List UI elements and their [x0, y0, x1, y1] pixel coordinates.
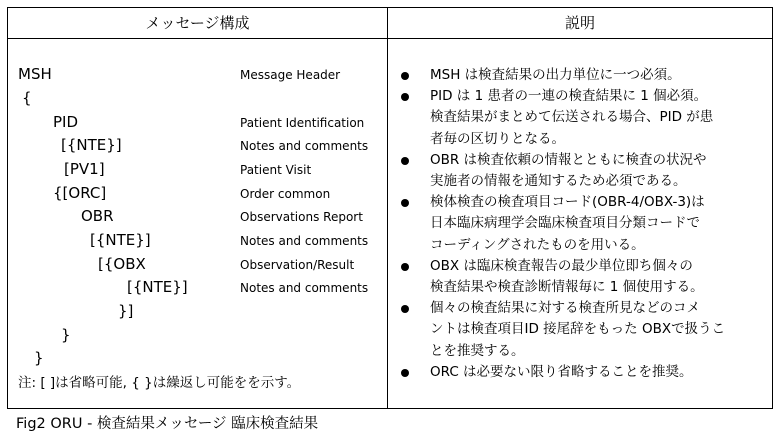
bullet-dot-icon [401, 369, 409, 377]
explanation-line: とを推奨する。 [430, 342, 525, 359]
bullet-dot-icon [401, 263, 409, 271]
explanation-line: 実施者の情報を通知するため必須である。 [430, 173, 687, 190]
explanation-line: 検査結果がまとめて伝送される場合、PID が患 [430, 109, 714, 126]
segment-msh-desc: Message Header [240, 68, 341, 82]
segment-pv1: [PV1] [64, 160, 105, 178]
explanation-line: MSH は検査結果の出力単位に一つ必須。 [430, 67, 681, 83]
segment-nte-2-desc: Notes and comments [240, 234, 369, 248]
segment-nte-3-desc: Notes and comments [240, 281, 369, 295]
figure-caption: Fig2 ORU - 検査結果メッセージ 臨床検査結果 [16, 416, 319, 432]
notation-note: 注: [ ]は省略可能, { }は繰返し可能をを示す。 [18, 375, 301, 391]
segment-nte-1-desc: Notes and comments [240, 139, 369, 153]
explanation-line: ントは検査項目ID 接尾辞をもった OBXで扱うこ [430, 321, 726, 338]
bullet-dot-icon [401, 93, 409, 101]
explanation-item [396, 86, 768, 150]
explanation-item [396, 298, 768, 362]
explanation-line: 検体検査の検査項目コード(OBR-4/OBX-3)は [430, 194, 705, 211]
explanation-line: OBR は検査依頼の情報とともに検査の状況や [430, 151, 707, 168]
segment-msh: MSH [18, 65, 52, 83]
explanation-line: OBX は臨床検査報告の最少単位即ち個々の [430, 257, 693, 274]
header-message-structure: メッセージ構成 [145, 14, 250, 32]
explanation-line: ORC は必要ない限り省略することを推奨。 [430, 363, 693, 380]
explanation-item [396, 256, 768, 298]
segment-nte-3: [{NTE}] [127, 278, 188, 296]
explanation-line: コーディングされたものを用いる。 [430, 236, 645, 253]
explanation-line: 個々の検査結果に対する検査所見などのコメ [430, 300, 700, 317]
brace-close-orc: } [61, 326, 71, 344]
segment-orc-desc: Order common [240, 187, 331, 201]
explanation-item [396, 362, 768, 383]
explanation-line: 日本臨床病理学会臨床検査項目分類コードで [430, 215, 700, 232]
bullet-dot-icon [401, 72, 409, 80]
segment-obr-desc: Observations Report [240, 210, 363, 224]
segment-pv1-desc: Patient Visit [240, 163, 312, 177]
brace-close-obx: }] [118, 302, 134, 320]
explanation-list [396, 65, 768, 383]
segment-obr: OBR [81, 207, 114, 225]
segment-nte-1: [{NTE}] [61, 136, 122, 154]
segment-orc: {[ORC] [53, 184, 107, 202]
explanation-line: 者毎の区切りとなる。 [430, 130, 565, 147]
bullet-dot-icon [401, 199, 409, 207]
segment-obx-desc: Observation/Result [240, 258, 355, 272]
column-divider [387, 8, 388, 408]
explanation-line: 検査結果や検査診断情報毎に 1 個使用する。 [430, 279, 704, 296]
bullet-dot-icon [401, 157, 409, 165]
header-divider [8, 38, 772, 39]
explanation-line: PID は 1 患者の一連の検査結果に 1 個必須。 [430, 88, 708, 105]
brace-open-outer: { [22, 89, 32, 107]
brace-close-outer: } [34, 349, 44, 367]
explanation-item [396, 192, 768, 256]
segment-pid: PID [53, 113, 79, 131]
explanation-item [396, 150, 768, 192]
header-description: 説明 [564, 14, 595, 32]
segment-nte-2: [{NTE}] [90, 231, 151, 249]
bullet-dot-icon [401, 305, 409, 313]
explanation-item [396, 65, 768, 86]
message-structure-table [7, 7, 773, 409]
segment-obx: [{OBX [98, 255, 146, 273]
segment-pid-desc: Patient Identification [240, 116, 365, 130]
